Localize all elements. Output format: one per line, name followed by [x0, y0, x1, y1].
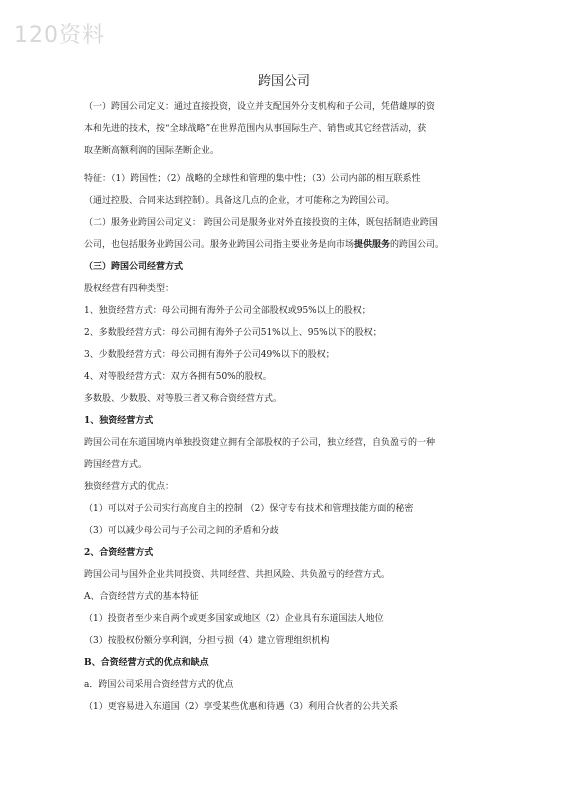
- sole-description: [84, 432, 484, 476]
- text-line: A、合资经营方式的基本特征: [84, 592, 199, 602]
- text-line: 股权经营有四种类型：: [84, 284, 175, 294]
- jv-basic-list: [84, 608, 484, 652]
- list-item: （1）投资者至少来自两个或更多国家或地区（2）企业具有东道国法人地位: [84, 614, 384, 624]
- text-line: 多数股、少数股、对等股三者又称合资经营方式。: [84, 394, 283, 404]
- text-line: 跨国经营方式。: [84, 460, 148, 470]
- document-page: [84, 72, 484, 718]
- definition-paragraph: [84, 96, 484, 162]
- bold-text-segment: 提供服务: [354, 240, 391, 250]
- service-definition-paragraph: [84, 212, 484, 256]
- text-segment: 公司，也包括服务业跨国公司。服务业跨国公司指主要业务是向市场: [84, 240, 355, 250]
- text-segment: 的跨国公司。: [390, 240, 445, 250]
- list-item: （3）按股权份额分享利润，分担亏损（4）建立管理组织机构: [84, 636, 330, 646]
- list-item: 2、多数股经营方式：母公司拥有海外子公司51%以上、95%以下的股权；: [84, 328, 382, 338]
- section-heading: B、合资经营方式的优点和缺点: [84, 658, 209, 668]
- watermark: 120资料: [14, 23, 105, 48]
- text-line: 跨国公司在东道国境内单独投资建立拥有全部股权的子公司，独立经营，自负盈亏的一种: [84, 438, 436, 448]
- section-heading: （三）跨国公司经营方式: [84, 262, 184, 272]
- list-item: （1）更容易进入东道国（2）享受某些优惠和待遇（3）利用合伙者的公共关系: [84, 702, 399, 712]
- text-line: （一）跨国公司定义：通过直接投资，设立并支配国外分支机构和子公司，凭借雄厚的资: [84, 102, 436, 112]
- page-title: 跨国公司: [257, 74, 310, 89]
- list-item: 3、少数股经营方式：母公司拥有海外子公司49%以下的股权；: [84, 350, 335, 360]
- section-heading: 2、合资经营方式: [84, 548, 154, 558]
- text-line: 特征：（1）跨国性；（2）战略的全球性和管理的集中性；（3）公司内部的相互联系性: [84, 174, 421, 184]
- list-item: 4、对等股经营方式：双方各拥有50%的股权。: [84, 372, 272, 382]
- equity-types-list: [84, 300, 484, 388]
- text-line: 跨国公司与国外企业共同投资、共同经营、共担风险、共负盈亏的经营方式。: [84, 570, 391, 580]
- text-line: 本和先进的技术，按“全球战略”在世界范围内从事国际生产、销售或其它经营活动，获: [84, 124, 427, 134]
- sole-advantages-list: [84, 498, 484, 542]
- text-line: （二）服务业跨国公司定义： 跨国公司是服务业对外直接投资的主体，既包括制造业跨国: [84, 218, 438, 228]
- section-heading: 1、独资经营方式: [84, 416, 154, 426]
- list-item: （1）可以对子公司实行高度自主的控制 （2）保守专有技术和管理技能方面的秘密: [84, 504, 414, 514]
- text-line: （通过控股、合同来达到控制）。具备这几点的企业，才可能称之为跨国公司。: [84, 196, 395, 206]
- text-line: a．跨国公司采用合资经营方式的优点: [84, 680, 234, 690]
- list-item: （3）可以减少母公司与子公司之间的矛盾和分歧: [84, 526, 279, 536]
- text-line: [84, 234, 484, 256]
- text-line: 独资经营方式的优点：: [84, 482, 175, 492]
- features-paragraph: [84, 168, 484, 212]
- list-item: 1、独资经营方式：母公司拥有海外子公司全部股权或95%以上的股权；: [84, 306, 371, 316]
- text-line: 取垄断高额利润的国际垄断企业。: [84, 146, 220, 156]
